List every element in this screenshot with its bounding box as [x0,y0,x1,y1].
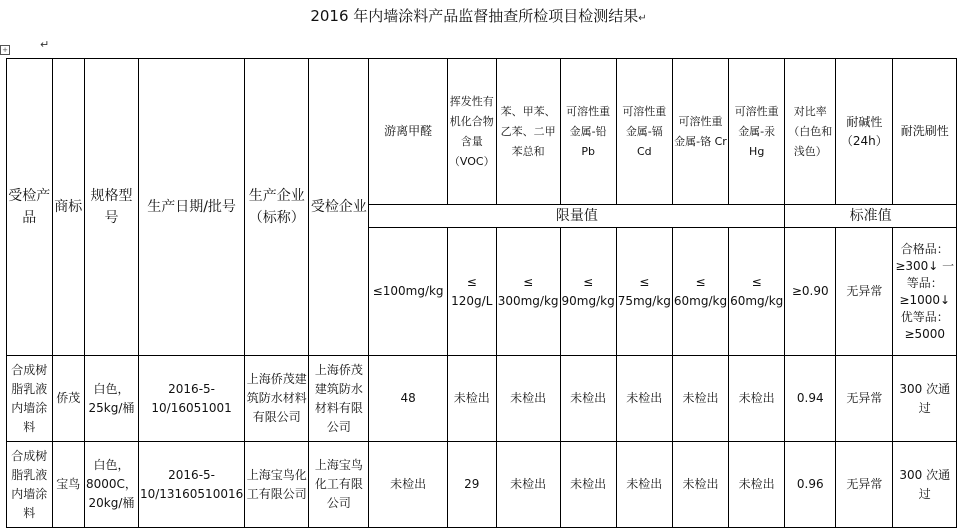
header-brand: 商标 [52,59,84,356]
cell-alkali: 无异常 [836,442,893,528]
limit-mercury: ≤ 60mg/kg [729,228,785,356]
cell-inspected: 上海宝鸟化工有限公司 [309,442,369,528]
cell-date: 2016-5-10/16051001 [138,356,244,442]
header-date: 生产日期/批号 [138,59,244,356]
cell-product: 合成树脂乳液内墙涂料 [7,356,53,442]
cell-brand: 侨茂 [52,356,84,442]
header-benzene: 苯、甲苯、乙苯、二甲苯总和 [496,59,560,205]
header-alkali: 耐碱性（24h） [836,59,893,205]
cell-spec: 白色，8000C，20kg/桶 [84,442,138,528]
header-standard-group: 标准值 [785,205,957,228]
limit-benzene: ≤ 300mg/kg [496,228,560,356]
cell-brand: 宝鸟 [52,442,84,528]
document-title: 2016 年内墙涂料产品监督抽查所检项目检测结果↵ [310,7,647,25]
cell-spec: 白色，25kg/桶 [84,356,138,442]
limit-voc: ≤ 120g/L [447,228,496,356]
cell-producer: 上海侨茂建筑防水材料有限公司 [245,356,309,442]
header-limit-group: 限量值 [369,205,785,228]
limit-alkali: 无异常 [836,228,893,356]
header-cadmium: 可溶性重金属-镉 Cd [616,59,672,205]
header-spec: 规格型号 [84,59,138,356]
cell-contrast: 0.94 [785,356,836,442]
header-producer: 生产企业（标称） [245,59,309,356]
cell-voc: 29 [447,442,496,528]
cell-scrub: 300 次通过 [893,356,957,442]
cell-chromium: 未检出 [672,442,728,528]
limit-cadmium: ≤ 75mg/kg [616,228,672,356]
header-row [7,59,957,205]
header-scrub: 耐洗刷性 [893,59,957,205]
cell-alkali: 无异常 [836,356,893,442]
limit-formaldehyde: ≤100mg/kg [369,228,447,356]
header-lead: 可溶性重金属-铅 Pb [560,59,616,205]
cell-cadmium: 未检出 [616,356,672,442]
cell-lead: 未检出 [560,356,616,442]
header-formaldehyde: 游离甲醛 [369,59,447,205]
limit-contrast: ≥0.90 [785,228,836,356]
cell-cadmium: 未检出 [616,442,672,528]
cell-mercury: 未检出 [729,356,785,442]
cell-lead: 未检出 [560,442,616,528]
cell-product: 合成树脂乳液内墙涂料 [7,442,53,528]
table-row [7,356,957,442]
cell-date: 2016-5-10/13160510016 [138,442,244,528]
cell-contrast: 0.96 [785,442,836,528]
header-inspected: 受检企业 [309,59,369,356]
header-product: 受检产品 [7,59,53,356]
cell-benzene: 未检出 [496,356,560,442]
paragraph-mark: ↵ [40,38,50,51]
limit-scrub: 合格品：≥300↓ 一等品：≥1000↓ 优等品：≥5000 [893,228,957,356]
cell-inspected: 上海侨茂建筑防水材料有限公司 [309,356,369,442]
cell-chromium: 未检出 [672,356,728,442]
table-row [7,442,957,528]
header-chromium: 可溶性重金属-铬 Cr [672,59,728,205]
table-move-handle-icon[interactable]: + [0,45,10,55]
limit-lead: ≤ 90mg/kg [560,228,616,356]
limit-chromium: ≤ 60mg/kg [672,228,728,356]
cell-producer: 上海宝鸟化工有限公司 [245,442,309,528]
cell-scrub: 300 次通过 [893,442,957,528]
cell-benzene: 未检出 [496,442,560,528]
header-contrast: 对比率（白色和浅色） [785,59,836,205]
cell-mercury: 未检出 [729,442,785,528]
cell-formaldehyde: 48 [369,356,447,442]
header-mercury: 可溶性重金属-汞 Hg [729,59,785,205]
cell-voc: 未检出 [447,356,496,442]
header-voc: 挥发性有机化合物含量（VOC） [447,59,496,205]
cell-formaldehyde: 未检出 [369,442,447,528]
inspection-results-table [6,58,957,528]
